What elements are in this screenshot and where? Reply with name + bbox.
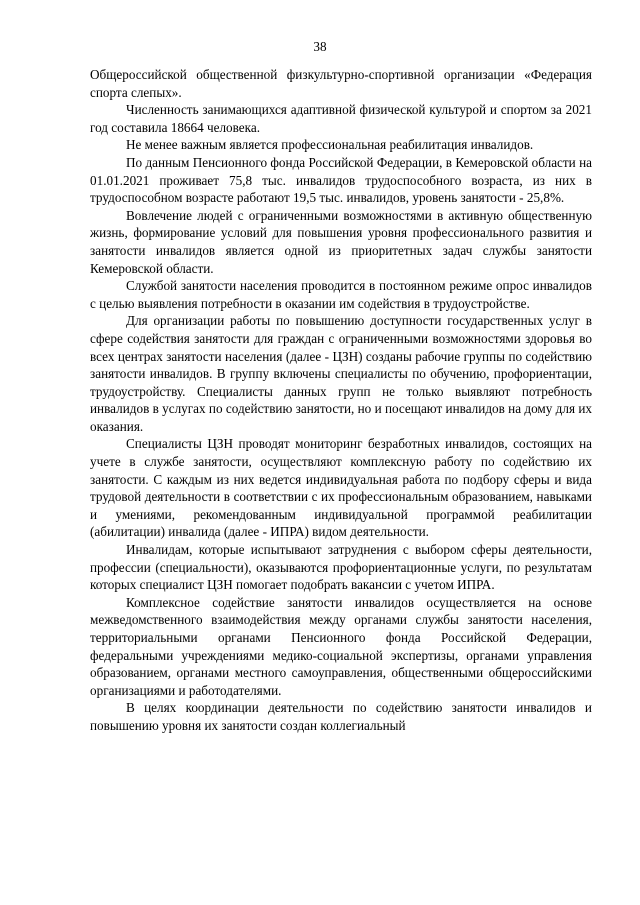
paragraph: В целях координации деятельности по содействию занятости инвалидов и повышению уровня их занятости создан коллегиальный: [90, 700, 592, 733]
paragraph: Специалисты ЦЗН проводят мониторинг безработных инвалидов, состоящих на учете в службе занятости, осуществляют комплексную работу по содействию их занятости. С каждым из них ведется индивидуальная работа по подбору сферы и вида трудовой деятельности в соответствии с их профессиональным образованием, навыками и умениями, рекомендованным индивидуальной программой реабилитации (абилитации) инвалида (далее - ИПРА) видом деятельности.: [90, 436, 592, 540]
paragraph: Вовлечение людей с ограниченными возможностями в активную общественную жизнь, формирование условий для повышения уровня профессионального развития и занятости инвалидов является одной из приоритетных задач службы занятости Кемеровской области.: [90, 207, 592, 276]
paragraph: Комплексное содействие занятости инвалидов осуществляется на основе межведомственного взаимодействия между органами службы занятости населения, территориальными органами Пенсионного фонда Российской Федерации, федеральными учреждениями медико-социальной экспертизы, органами управления образованием, органами местного самоуправления, общественными общероссийскими организациями и работодателями.: [90, 594, 592, 698]
paragraph: Общероссийской общественной физкультурно-спортивной организации «Федерация спорта слепых».: [90, 67, 592, 100]
paragraph: По данным Пенсионного фонда Российской Федерации, в Кемеровской области на 01.01.2021 проживает 75,8 тыс. инвалидов трудоспособного возраста, из них в трудоспособном возрасте работают 19,5 тыс. инвалидов, уровень занятости - 25,8%.: [90, 154, 592, 206]
paragraph: Не менее важным является профессиональная реабилитация инвалидов.: [126, 137, 534, 153]
paragraph: Для организации работы по повышению доступности государственных услуг в сфере содействия занятости для граждан с ограниченными возможностями здоровья во всех центрах занятости населения (далее - ЦЗН) созданы рабочие группы по содействию занятости инвалидов. В группу включены специалисты по обучению, профориентации, трудоустройству. Специалисты данных групп не только выявляют потребность инвалидов в услугах по содействию занятости, но и посещают инвалидов на дому для их оказания.: [90, 313, 592, 434]
paragraph: Службой занятости населения проводится в постоянном режиме опрос инвалидов с целью выявления потребности в оказании им содействия в трудоустройстве.: [90, 278, 592, 311]
body-text: [90, 66, 592, 735]
paragraph: Инвалидам, которые испытывают затруднения с выбором сферы деятельности, профессии (специальности), оказываются профориентационные услуги, по результатам которых специалист ЦЗН помогает подобрать вакансии с учетом ИПРА.: [90, 542, 592, 593]
page-number: 38: [313, 39, 327, 54]
paragraph: Численность занимающихся адаптивной физической культурой и спортом за 2021 год составила 18664 человека.: [90, 102, 592, 135]
